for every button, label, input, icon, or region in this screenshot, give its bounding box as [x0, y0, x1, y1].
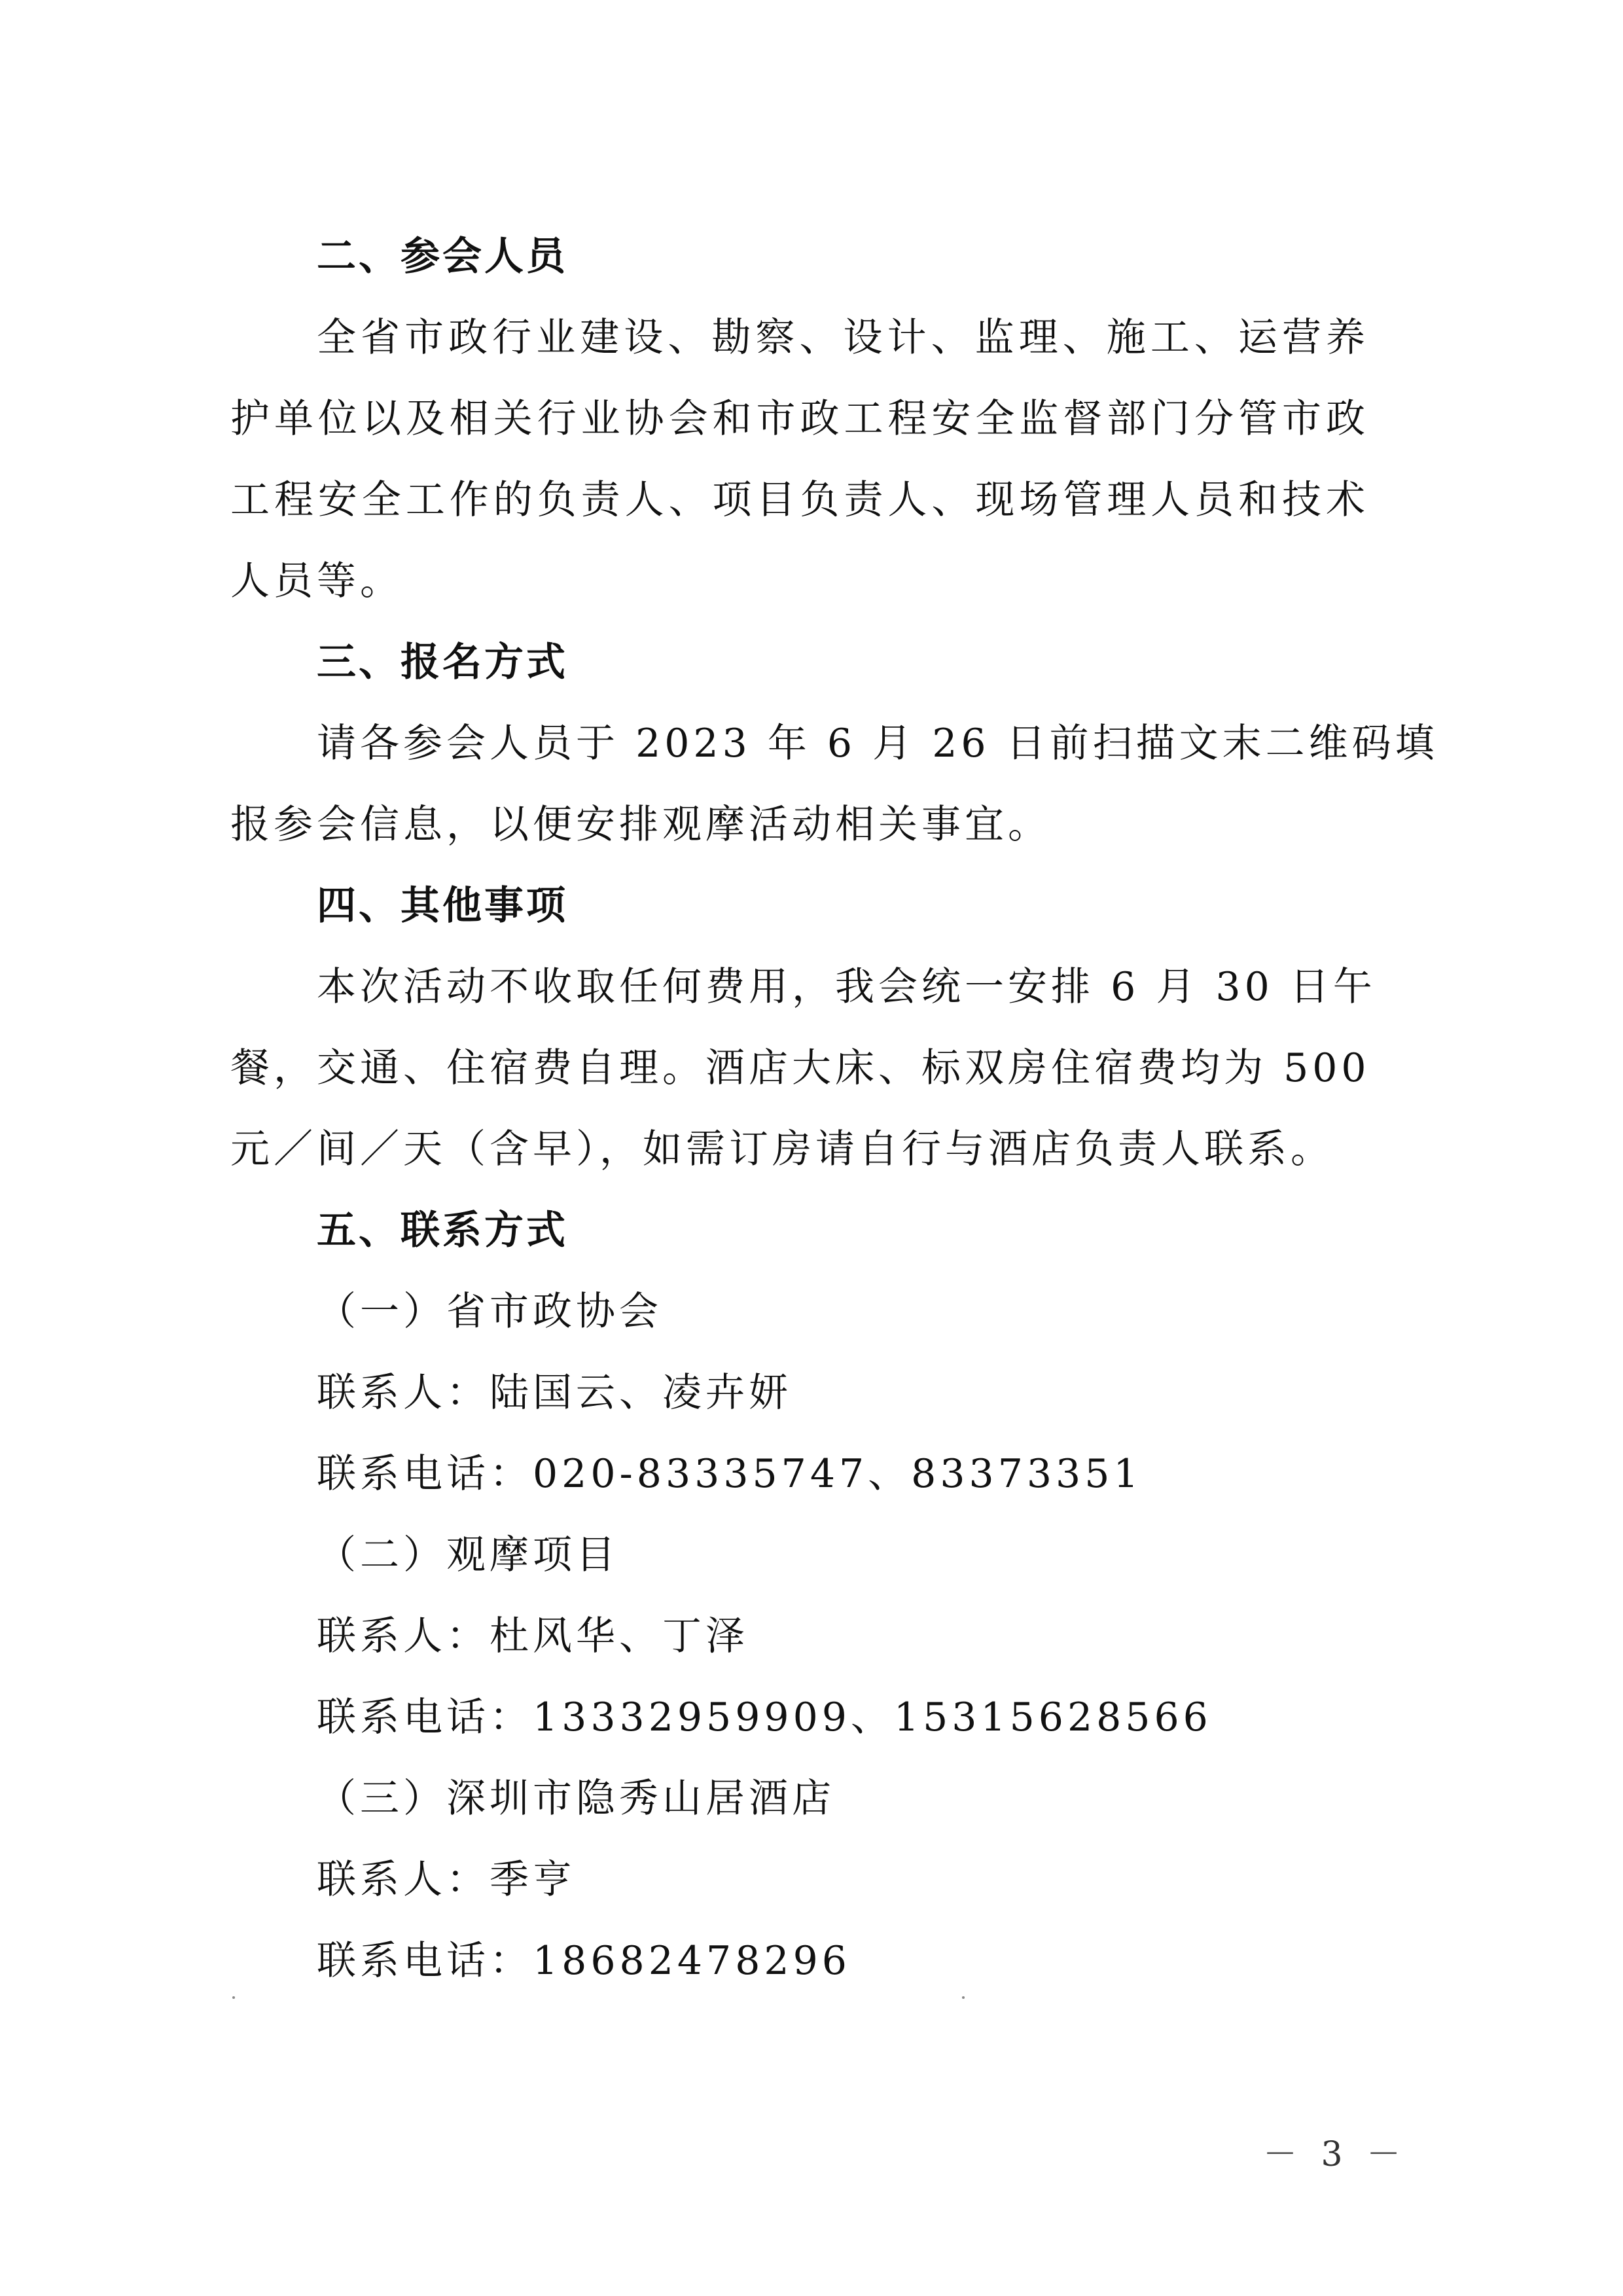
paragraph-line: 护单位以及相关行业协会和市政工程安全监督部门分管市政: [230, 396, 1369, 442]
contact-phone: 联系电话：18682478296: [317, 1938, 851, 1984]
contact-subheading-project: （二）观摩项目: [317, 1532, 619, 1578]
page-number: － 3 －: [1263, 2135, 1408, 2174]
contact-person: 联系人：陆国云、凌卉妍: [317, 1370, 792, 1416]
contact-subheading-hotel: （三）深圳市隐秀山居酒店: [317, 1776, 835, 1821]
paragraph-line: 工程安全工作的负责人、项目负责人、现场管理人员和技术: [230, 477, 1369, 523]
contact-subheading-association: （一）省市政协会: [317, 1289, 662, 1335]
section-heading-other-matters: 四、其他事项: [317, 883, 568, 929]
section-heading-contacts: 五、联系方式: [317, 1208, 568, 1253]
paragraph-line: 餐，交通、住宿费自理。酒店大床、标双房住宿费均为 500: [230, 1045, 1370, 1091]
paragraph-line: 人员等。: [230, 558, 403, 604]
contact-person: 联系人：季亨: [317, 1857, 576, 1903]
paragraph-line: 请各参会人员于 2023 年 6 月 26 日前扫描文末二维码填: [317, 721, 1438, 766]
contact-person: 联系人：杜风华、丁泽: [317, 1613, 749, 1659]
section-heading-participants: 二、参会人员: [317, 234, 568, 279]
document-body: [230, 216, 1438, 2001]
paragraph-line: 本次活动不收取任何费用，我会统一安排 6 月 30 日午: [317, 964, 1376, 1010]
scan-speck: [962, 1996, 965, 1999]
contact-phone: 联系电话：020-83335747、83373351: [317, 1451, 1143, 1497]
scan-speck: [232, 1996, 235, 1999]
section-heading-registration: 三、报名方式: [317, 639, 568, 685]
paragraph-line: 元／间／天（含早），如需订房请自行与酒店负责人联系。: [230, 1126, 1334, 1172]
contact-phone: 联系电话：13332959909、15315628566: [317, 1695, 1212, 1740]
paragraph-line: 全省市政行业建设、勘察、设计、监理、施工、运营养: [317, 315, 1369, 361]
paragraph-line: 报参会信息，以便安排观摩活动相关事宜。: [230, 802, 1051, 848]
